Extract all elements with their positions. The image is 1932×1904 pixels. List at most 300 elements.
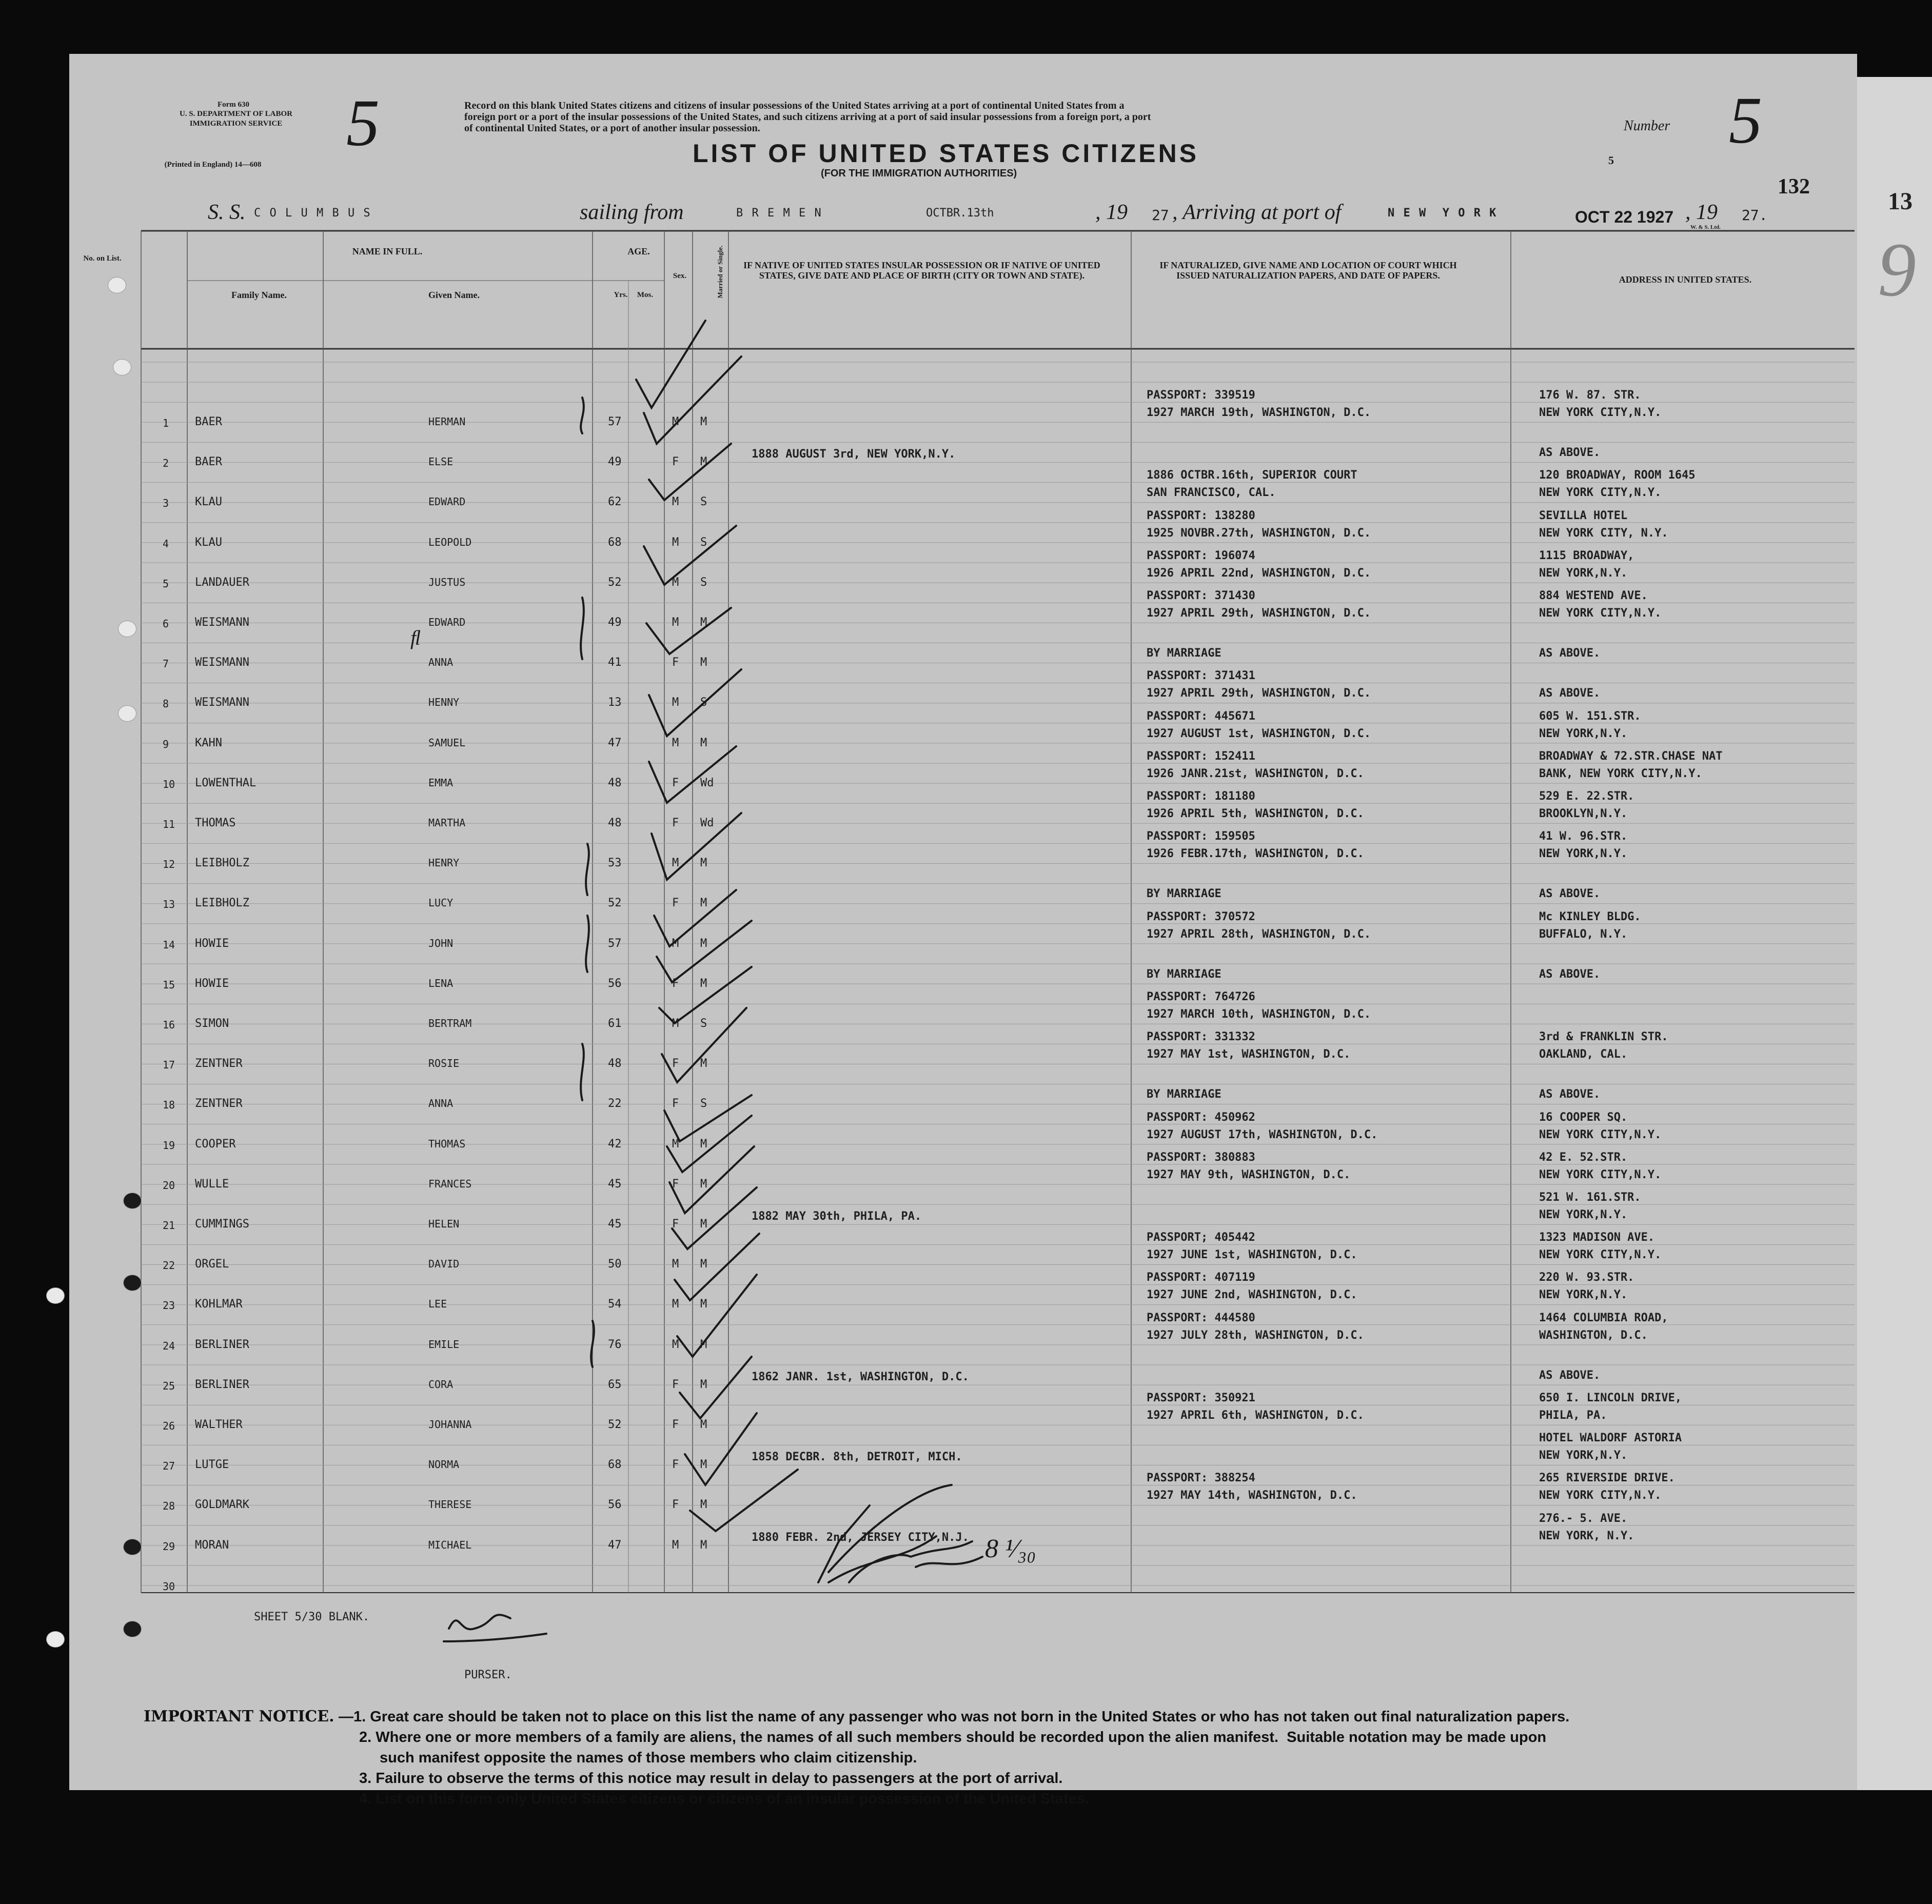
family-name: ORGEL (195, 1258, 229, 1271)
family-name: KLAU (195, 536, 222, 549)
manifest-sheet (69, 54, 1857, 1807)
header-given: Given Name. (428, 290, 480, 300)
address-line-2: AS ABOVE. (1539, 968, 1601, 981)
blank-sheet-note: SHEET 5/30 BLANK. (254, 1611, 370, 1623)
naturalization-line-1: PASSPORT: 339519 (1147, 389, 1255, 402)
marital-status: M (700, 1338, 707, 1351)
sex: F (672, 777, 679, 789)
sex: M (672, 1258, 679, 1271)
address-line-1: 650 I. LINCOLN DRIVE, (1539, 1392, 1682, 1404)
marital-status: M (700, 616, 707, 629)
age-years: 50 (608, 1258, 622, 1271)
marital-status: Wd (700, 777, 714, 789)
naturalization-line-2: 1927 MAY 14th, WASHINGTON, D.C. (1147, 1489, 1357, 1502)
row-number: 5 (163, 578, 169, 590)
year2-value: 27. (1742, 207, 1768, 224)
arrival-stamp-date: OCT 22 1927 (1575, 208, 1674, 226)
birth-date-place: 1882 MAY 30th, PHILA, PA. (752, 1210, 922, 1223)
notice-item-3: 3. Failure to observe the terms of this notice may result in delay to passengers at the port of arrival. (359, 1770, 1063, 1787)
age-years: 52 (608, 576, 622, 589)
header-no: No. on List. (83, 254, 122, 263)
marital-status: S (700, 576, 707, 589)
given-name: LEOPOLD (428, 536, 472, 548)
naturalization-line-1: PASSPORT: 196074 (1147, 549, 1255, 562)
naturalization-line-2: 1926 APRIL 5th, WASHINGTON, D.C. (1147, 807, 1364, 820)
age-years: 76 (608, 1338, 622, 1351)
given-name: ANNA (428, 656, 454, 668)
address-line-1: 1323 MADISON AVE. (1539, 1231, 1655, 1244)
age-years: 47 (608, 1539, 622, 1552)
family-name: LEIBHOLZ (195, 857, 249, 869)
address-line-1: BROADWAY & 72.STR.CHASE NAT (1539, 750, 1723, 763)
handwritten-henny-annotation: ﬂ (410, 626, 421, 649)
family-name: WALTHER (195, 1418, 243, 1431)
family-name: HOWIE (195, 937, 229, 950)
row-number: 11 (163, 818, 175, 830)
age-years: 47 (608, 737, 622, 749)
sex: F (672, 656, 679, 669)
family-name: ZENTNER (195, 1097, 243, 1110)
address-line-2: NEW YORK CITY,N.Y. (1539, 1248, 1662, 1261)
row-number: 24 (163, 1340, 175, 1352)
naturalization-line-1: PASSPORT: 159505 (1147, 830, 1255, 843)
family-name: COOPER (195, 1138, 236, 1151)
address-line-2: NEW YORK,N.Y. (1539, 727, 1628, 740)
given-name: MARTHA (428, 817, 466, 829)
family-name: LOWENTHAL (195, 777, 257, 789)
given-name: NORMA (428, 1458, 460, 1471)
sex: F (672, 1378, 679, 1391)
naturalization-line-1: PASSPORT: 445671 (1147, 710, 1255, 723)
given-name: FRANCES (428, 1178, 472, 1190)
sex: F (672, 977, 679, 990)
family-name: BAER (195, 455, 222, 468)
age-years: 57 (608, 937, 622, 950)
sex: F (672, 1218, 679, 1231)
age-years: 41 (608, 656, 622, 669)
marital-status: M (700, 1298, 707, 1311)
family-name: ZENTNER (195, 1057, 243, 1070)
marital-status: M (700, 1498, 707, 1511)
departure-date: OCTBR.13th (926, 207, 994, 220)
notice-item-2: 2. Where one or more members of a family are aliens, the names of all such members should be recorded upon the alien manifest. Suitable notation may be made upon (359, 1729, 1547, 1746)
marital-status: M (700, 1418, 707, 1431)
header-married: Married or Single. (716, 245, 724, 299)
marital-status: S (700, 1017, 707, 1030)
age-years: 62 (608, 495, 622, 508)
age-years: 13 (608, 696, 622, 709)
binder-hole (108, 277, 126, 293)
sailing-label: sailing from (580, 201, 684, 224)
handwritten-check-marks (69, 54, 1857, 1790)
sex: F (672, 1057, 679, 1070)
age-years: 22 (608, 1097, 622, 1110)
marital-status: M (700, 977, 707, 990)
address-line-2: NEW YORK CITY,N.Y. (1539, 1489, 1662, 1502)
row-number: 1 (163, 417, 169, 429)
marital-status: M (700, 455, 707, 468)
row-number: 22 (163, 1259, 175, 1272)
page-number: 132 (1778, 175, 1810, 199)
sex: F (672, 897, 679, 909)
row-number: 16 (163, 1019, 175, 1031)
year2-label: , 19 (1685, 201, 1718, 224)
ship-name: C O L U M B U S (254, 207, 371, 220)
age-years: 52 (608, 897, 622, 909)
number-value: 5 (1729, 84, 1762, 157)
given-name: MICHAEL (428, 1539, 472, 1551)
naturalization-line-2: 1927 MAY 1st, WASHINGTON, D.C. (1147, 1048, 1351, 1061)
naturalization-line-1: PASSPORT: 370572 (1147, 910, 1255, 923)
address-line-2: AS ABOVE. (1539, 1369, 1601, 1382)
row-number: 9 (163, 738, 169, 750)
given-name: LUCY (428, 897, 454, 909)
service-label: IMMIGRATION SERVICE (189, 120, 283, 128)
row-number: 29 (163, 1540, 175, 1553)
given-name: JUSTUS (428, 576, 466, 588)
given-name: EDWARD (428, 616, 466, 628)
naturalization-line-1: PASSPORT: 371431 (1147, 669, 1255, 682)
address-line-2: NEW YORK CITY,N.Y. (1539, 486, 1662, 499)
marital-status: M (700, 1458, 707, 1471)
address-line-1: 220 W. 93.STR. (1539, 1271, 1634, 1284)
adjacent-page-number: 13 (1888, 188, 1913, 215)
naturalization-line-1: PASSPORT: 450962 (1147, 1111, 1255, 1124)
given-name: DAVID (428, 1258, 460, 1270)
sex: M (672, 1298, 679, 1311)
instruction-line-1: Record on this blank United States citizens and citizens of insular possessions of the United States arriving at a port of continental United States from a (464, 100, 1125, 111)
header-age: AGE. (627, 246, 650, 256)
sex: F (672, 1418, 679, 1431)
given-name: SAMUEL (428, 737, 466, 749)
naturalization-line-2: 1927 AUGUST 1st, WASHINGTON, D.C. (1147, 727, 1371, 740)
binder-hole (123, 1539, 142, 1555)
row-number: 28 (163, 1500, 175, 1512)
age-years: 56 (608, 977, 622, 990)
age-years: 57 (608, 415, 622, 428)
address-line-2: AS ABOVE. (1539, 887, 1601, 900)
row-number: 15 (163, 979, 175, 991)
address-line-2: BROOKLYN,N.Y. (1539, 807, 1628, 820)
row-number: 27 (163, 1460, 175, 1472)
row-number: 19 (163, 1139, 175, 1152)
marital-status: M (700, 1178, 707, 1191)
instruction-line-3: of continental United States, or a port of another insular possession. (464, 123, 760, 134)
naturalization-line-1: PASSPORT: 407119 (1147, 1271, 1255, 1284)
naturalization-line-2: BY MARRIAGE (1147, 647, 1221, 660)
age-years: 49 (608, 455, 622, 468)
naturalization-line-1: PASSPORT: 764726 (1147, 990, 1255, 1003)
row-number: 3 (163, 497, 169, 509)
family-name: WEISMANN (195, 696, 249, 709)
header-yrs: Yrs. (614, 291, 628, 299)
address-line-1: 884 WESTEND AVE. (1539, 589, 1648, 602)
age-years: 45 (608, 1218, 622, 1231)
row-number: 8 (163, 698, 169, 710)
sex: M (672, 495, 679, 508)
naturalization-line-1: 1886 OCTBR.16th, SUPERIOR COURT (1147, 469, 1357, 482)
age-years: 61 (608, 1017, 622, 1030)
page-mark: 5 (1608, 154, 1614, 167)
marital-status: M (700, 1218, 707, 1231)
age-years: 49 (608, 616, 622, 629)
sex: M (672, 737, 679, 749)
family-name: KAHN (195, 737, 222, 749)
row-number: 21 (163, 1219, 175, 1232)
family-name: MORAN (195, 1539, 229, 1552)
address-line-1: Mc KINLEY BLDG. (1539, 910, 1641, 923)
family-name: GOLDMARK (195, 1498, 249, 1511)
address-line-1: 16 COOPER SQ. (1539, 1111, 1628, 1124)
sex: M (672, 576, 679, 589)
marital-status: M (700, 1378, 707, 1391)
address-line-1: 605 W. 151.STR. (1539, 710, 1641, 723)
family-name: LUTGE (195, 1458, 229, 1471)
naturalization-line-1: PASSPORT: 388254 (1147, 1472, 1255, 1484)
birth-date-place: 1880 FEBR. 2nd, JERSEY CITY,N.J. (752, 1531, 969, 1544)
binder-hole (118, 705, 136, 722)
address-line-2: NEW YORK,N.Y. (1539, 847, 1628, 860)
sheet-mark: 5 (346, 86, 380, 160)
address-line-2: BANK, NEW YORK CITY,N.Y. (1539, 767, 1702, 780)
printed-note: (Printed in England) 14—608 (164, 161, 262, 169)
naturalization-line-1: PASSPORT: 181180 (1147, 790, 1255, 803)
row-number: 26 (163, 1420, 175, 1432)
binder-hole (46, 1287, 65, 1304)
marital-status: M (700, 1539, 707, 1552)
arrival-port: N E W Y O R K (1388, 207, 1497, 220)
age-years: 65 (608, 1378, 622, 1391)
address-line-2: NEW YORK CITY,N.Y. (1539, 607, 1662, 620)
sex: M (672, 696, 679, 709)
sex: F (672, 1498, 679, 1511)
address-line-1: 3rd & FRANKLIN STR. (1539, 1030, 1668, 1043)
department-label: U. S. DEPARTMENT OF LABOR (179, 110, 293, 118)
row-number: 14 (163, 939, 175, 951)
row-number: 7 (163, 658, 169, 670)
age-years: 48 (608, 817, 622, 829)
sex: M (672, 1539, 679, 1552)
family-name: WEISMANN (195, 616, 249, 629)
age-years: 48 (608, 777, 622, 789)
marital-status: S (700, 536, 707, 549)
row-number: 13 (163, 898, 175, 910)
marital-status: M (700, 1258, 707, 1271)
year-label: , 19 (1095, 201, 1128, 224)
family-name: KLAU (195, 495, 222, 508)
address-line-2: AS ABOVE. (1539, 687, 1601, 700)
naturalization-line-2: 1927 APRIL 28th, WASHINGTON, D.C. (1147, 928, 1371, 941)
address-line-2: NEW YORK CITY,N.Y. (1539, 406, 1662, 419)
address-line-1: HOTEL WALDORF ASTORIA (1539, 1432, 1682, 1444)
row-number: 4 (163, 538, 169, 550)
year-value: 27 (1152, 207, 1169, 224)
address-line-2: NEW YORK,N.Y. (1539, 1208, 1628, 1221)
header-address: ADDRESS IN UNITED STATES. (1619, 274, 1752, 285)
address-line-1: 41 W. 96.STR. (1539, 830, 1628, 843)
family-name: KOHLMAR (195, 1298, 243, 1311)
naturalization-line-2: 1927 APRIL 29th, WASHINGTON, D.C. (1147, 607, 1371, 620)
naturalization-line-2: 1927 APRIL 29th, WASHINGTON, D.C. (1147, 687, 1371, 700)
age-years: 68 (608, 1458, 622, 1471)
birth-date-place: 1888 AUGUST 3rd, NEW YORK,N.Y. (752, 448, 956, 461)
naturalization-line-2: 1927 MARCH 10th, WASHINGTON, D.C. (1147, 1008, 1371, 1021)
sex: F (672, 817, 679, 829)
naturalization-line-2: BY MARRIAGE (1147, 887, 1221, 900)
binder-hole (118, 621, 136, 637)
birth-date-place: 1858 DECBR. 8th, DETROIT, MICH. (752, 1451, 962, 1463)
binder-hole (113, 359, 131, 375)
address-line-1: 176 W. 87. STR. (1539, 389, 1641, 402)
given-name: JOHN (428, 937, 454, 949)
marital-status: S (700, 696, 707, 709)
notice-item-4: 4. List on this form only United States citizens or citizens of an insular possession of the United States. (359, 1791, 1089, 1807)
naturalization-line-2: SAN FRANCISCO, CAL. (1147, 486, 1276, 499)
header-native: IF NATIVE OF UNITED STATES INSULAR POSSESSION OR IF NATIVE OF UNITED STATES, GIVE DATE AND PLACE OF BIRTH (CITY OR TOWN AND STATE). (743, 260, 1100, 281)
instruction-line-2: foreign port or a port of the insular possessions of the United States, and such citizens arriving at a port of said insular possessions from a foreign port, a port (464, 111, 1151, 123)
header-name-full: NAME IN FULL. (352, 246, 423, 256)
notice-title: IMPORTANT NOTICE. (144, 1708, 334, 1726)
marital-status: S (700, 495, 707, 508)
address-line-1: 529 E. 22.STR. (1539, 790, 1634, 803)
address-line-2: AS ABOVE. (1539, 647, 1601, 660)
age-years: 52 (608, 1418, 622, 1431)
header-mos: Mos. (637, 291, 654, 299)
given-name: JOHANNA (428, 1418, 472, 1431)
naturalization-line-1: PASSPORT; 405442 (1147, 1231, 1255, 1244)
address-line-2: AS ABOVE. (1539, 1088, 1601, 1101)
given-name: HENRY (428, 857, 460, 869)
row-number: 30 (163, 1580, 175, 1593)
address-line-2: WASHINGTON, D.C. (1539, 1329, 1648, 1342)
binder-hole (46, 1631, 65, 1648)
naturalization-line-2: 1926 FEBR.17th, WASHINGTON, D.C. (1147, 847, 1364, 860)
birth-date-place: 1862 JANR. 1st, WASHINGTON, D.C. (752, 1371, 969, 1383)
purser-label: PURSER. (464, 1669, 512, 1681)
age-years: 68 (608, 536, 622, 549)
form-title: LIST OF UNITED STATES CITIZENS (693, 139, 1199, 168)
departure-port: B R E M E N (736, 207, 822, 220)
given-name: ELSE (428, 455, 454, 468)
family-name: LEIBHOLZ (195, 897, 249, 909)
adjacent-handwritten-mark: 9 (1878, 227, 1916, 312)
family-name: HOWIE (195, 977, 229, 990)
arriving-label: , Arriving at port of (1172, 201, 1342, 224)
naturalization-line-1: PASSPORT: 444580 (1147, 1312, 1255, 1324)
given-name: HELEN (428, 1218, 460, 1230)
row-number: 25 (163, 1380, 175, 1392)
marital-status: Wd (700, 817, 714, 829)
address-line-2: PHILA, PA. (1539, 1409, 1607, 1422)
family-name: LANDAUER (195, 576, 249, 589)
header-sex: Sex. (673, 272, 687, 280)
given-name: EMMA (428, 777, 454, 789)
row-number: 18 (163, 1099, 175, 1111)
address-line-1: 1464 COLUMBIA ROAD, (1539, 1312, 1668, 1324)
given-name: ROSIE (428, 1057, 460, 1069)
given-name: THERESE (428, 1498, 472, 1511)
number-label: Number (1624, 118, 1670, 134)
given-name: CORA (428, 1378, 454, 1391)
given-name: THOMAS (428, 1138, 466, 1150)
family-name: BERLINER (195, 1338, 249, 1351)
sex: M (672, 1138, 679, 1151)
naturalization-line-2: 1927 JULY 28th, WASHINGTON, D.C. (1147, 1329, 1364, 1342)
given-name: LEE (428, 1298, 447, 1310)
age-years: 48 (608, 1057, 622, 1070)
given-name: EMILE (428, 1338, 460, 1351)
marital-status: M (700, 1138, 707, 1151)
header-family: Family Name. (231, 290, 287, 300)
sex: M (672, 415, 679, 428)
address-line-1: 265 RIVERSIDE DRIVE. (1539, 1472, 1675, 1484)
binder-hole (123, 1275, 142, 1291)
naturalization-line-1: PASSPORT: 152411 (1147, 750, 1255, 763)
family-name: THOMAS (195, 817, 236, 829)
address-line-1: 120 BROADWAY, ROOM 1645 (1539, 469, 1696, 482)
naturalization-line-1: PASSPORT: 380883 (1147, 1151, 1255, 1164)
ss-label: S. S. (208, 201, 246, 224)
sex: F (672, 1178, 679, 1191)
age-years: 42 (608, 1138, 622, 1151)
given-name: ANNA (428, 1097, 454, 1109)
marital-status: M (700, 415, 707, 428)
family-name: BAER (195, 415, 222, 428)
address-line-2: NEW YORK CITY, N.Y. (1539, 527, 1668, 540)
naturalization-line-2: 1926 APRIL 22nd, WASHINGTON, D.C. (1147, 567, 1371, 580)
sex: M (672, 616, 679, 629)
marital-status: S (700, 1097, 707, 1110)
address-line-2: NEW YORK,N.Y. (1539, 1449, 1628, 1462)
header-naturalized: IF NATURALIZED, GIVE NAME AND LOCATION OF COURT WHICH ISSUED NATURALIZATION PAPERS, AND DATE OF PAPERS. (1159, 260, 1457, 281)
naturalization-line-2: 1927 JUNE 2nd, WASHINGTON, D.C. (1147, 1288, 1357, 1301)
sex: F (672, 1097, 679, 1110)
sex: M (672, 857, 679, 869)
family-name: WULLE (195, 1178, 229, 1191)
address-line-1: 1115 BROADWAY, (1539, 549, 1634, 562)
notice-item-2-continued: such manifest opposite the names of those members who claim citizenship. (380, 1750, 917, 1766)
age-years: 54 (608, 1298, 622, 1311)
sex: M (672, 1017, 679, 1030)
row-number: 12 (163, 858, 175, 870)
row-number: 10 (163, 778, 175, 790)
marital-status: M (700, 937, 707, 950)
address-line-2: OAKLAND, CAL. (1539, 1048, 1628, 1061)
given-name: LENA (428, 977, 454, 989)
family-name: CUMMINGS (195, 1218, 249, 1231)
naturalization-line-1: PASSPORT: 350921 (1147, 1392, 1255, 1404)
age-years: 56 (608, 1498, 622, 1511)
address-line-2: AS ABOVE. (1539, 446, 1601, 459)
notice-item-1: —1. Great care should be taken not to place on this list the name of any passenger who was not born in the United States or who has not taken out final naturalization papers. (339, 1709, 1570, 1725)
address-line-2: BUFFALO, N.Y. (1539, 928, 1628, 941)
row-number: 6 (163, 618, 169, 630)
address-line-2: NEW YORK, N.Y. (1539, 1530, 1634, 1542)
address-line-1: 276.- 5. AVE. (1539, 1512, 1628, 1525)
naturalization-line-2: 1927 MARCH 19th, WASHINGTON, D.C. (1147, 406, 1371, 419)
given-name: HERMAN (428, 415, 466, 428)
naturalization-line-2: 1927 APRIL 6th, WASHINGTON, D.C. (1147, 1409, 1364, 1422)
address-line-1: SEVILLA HOTEL (1539, 509, 1628, 522)
marital-status: M (700, 857, 707, 869)
address-line-1: 42 E. 52.STR. (1539, 1151, 1628, 1164)
naturalization-line-1: PASSPORT: 138280 (1147, 509, 1255, 522)
address-line-1: 521 W. 161.STR. (1539, 1191, 1641, 1204)
address-line-2: NEW YORK,N.Y. (1539, 567, 1628, 580)
sex: M (672, 536, 679, 549)
naturalization-line-2: 1926 JANR.21st, WASHINGTON, D.C. (1147, 767, 1364, 780)
marital-status: M (700, 1057, 707, 1070)
